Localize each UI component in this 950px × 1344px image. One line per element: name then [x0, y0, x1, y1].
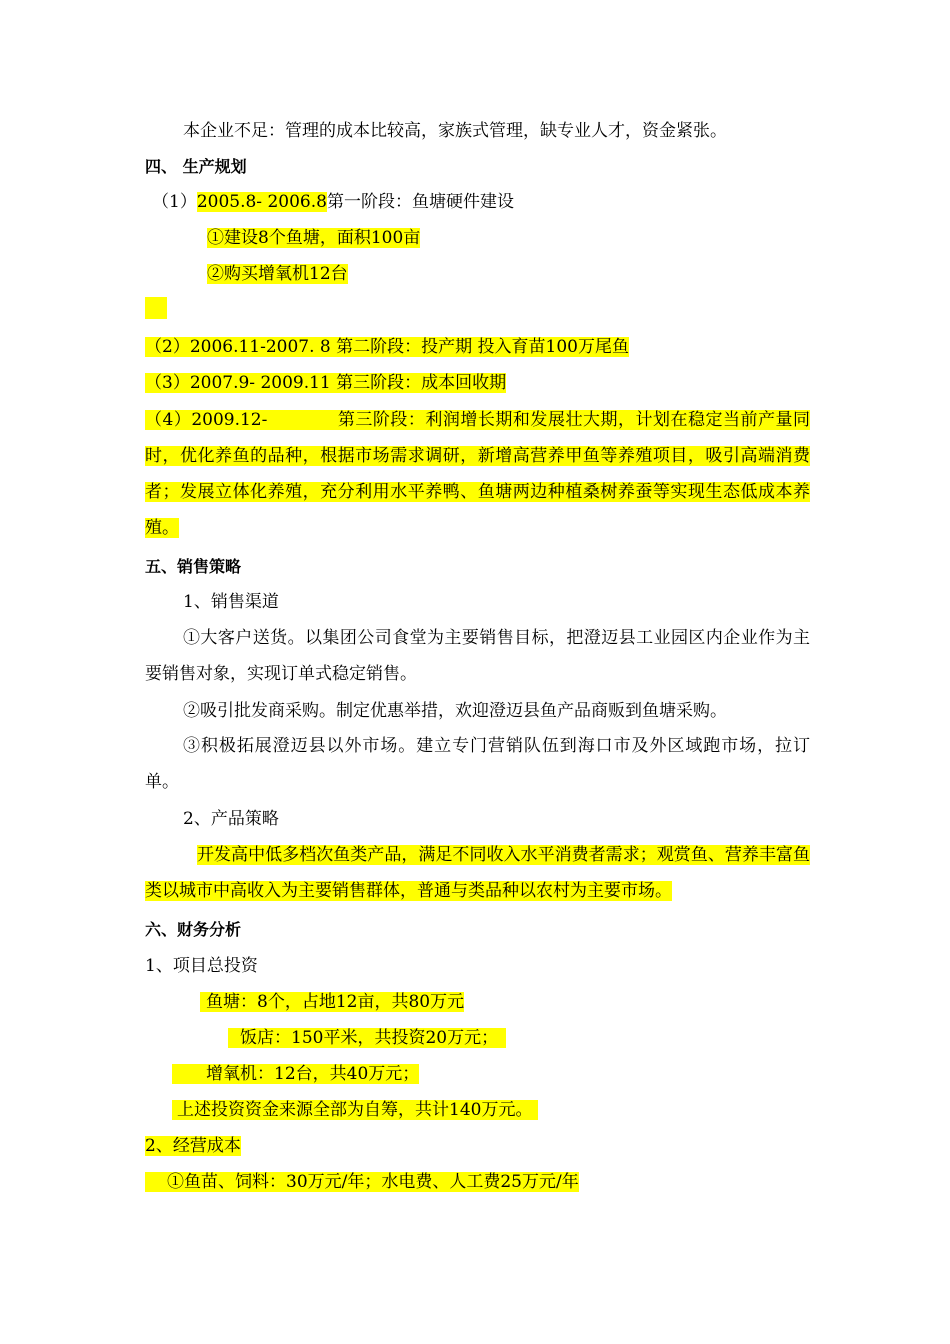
operating-cost-item-1-text: ①鱼苗、饲料：30万元/年；水电费、人工费25万元/年: [145, 1172, 579, 1192]
stage-1-dates: 2005.8- 2006.8: [196, 192, 327, 212]
investment-aerators: [172, 1062, 419, 1086]
section-6-heading: 六、财务分析: [145, 920, 242, 939]
section-4-heading: 四、 生产规划: [145, 157, 247, 176]
operating-cost-item-1: [145, 1170, 579, 1194]
product-heading: 2、产品策略: [183, 809, 279, 829]
stage-2-text: （2）2006.11-2007. 8 第二阶段：投产期 投入育苗100万尾鱼: [145, 337, 630, 357]
operating-cost-heading-text: 2、经营成本: [145, 1136, 241, 1156]
operating-cost-heading: [145, 1134, 241, 1158]
product-text: 开发高中低多档次鱼类产品，满足不同收入水平消费者需求；观赏鱼、营养丰富鱼类以城市中高收入为主要销售群体，普通与类品种以农村为主要市场。: [145, 845, 810, 901]
investment-total: [172, 1098, 538, 1122]
channel-2-line: ②吸引批发商采购。制定优惠举措，欢迎澄迈县鱼产品商贩到鱼塘采购。: [183, 701, 727, 721]
stage-1-prefix: （1）: [152, 192, 197, 212]
investment-aerators-text: 增氧机：12台，共40万元；: [172, 1064, 419, 1084]
stage-4-text: （4）2009.12- 第三阶段：利润增长期和发展壮大期，计划在稳定当前产量同时，优化养鱼的品种，根据市场需求调研，新增高营养甲鱼等养殖项目，吸引高端消费者；发展立体化养殖，充分利用水平养鸭、鱼塘两边种植桑树养蚕等实现生态低成本养殖。: [145, 410, 810, 538]
channel-3-paragraph: ③积极拓展澄迈县以外市场。建立专门营销队伍到海口市及外区域跑市场，拉订单。: [145, 736, 810, 792]
channel-1-paragraph: ①大客户送货。以集团公司食堂为主要销售目标，把澄迈县工业园区内企业作为主要销售对象，实现订单式稳定销售。: [145, 628, 810, 684]
stage-1-label: 第一阶段：鱼塘硬件建设: [326, 192, 514, 212]
stage-1-item-2: [207, 262, 348, 286]
investment-ponds: [200, 990, 464, 1014]
stage-1-item-1-text: ①建设8个鱼塘，面积100亩: [207, 228, 421, 248]
stage-3-text: （3）2007.9- 2009.11 第三阶段：成本回收期: [145, 373, 507, 393]
highlight-mark: [145, 297, 167, 319]
section-5-heading: 五、销售策略: [145, 557, 242, 576]
investment-total-text: 上述投资资金来源全部为自筹，共计140万元。: [172, 1100, 538, 1120]
stage-2-line: [145, 335, 629, 359]
investment-ponds-text: 鱼塘：8个，占地12亩，共80万元: [200, 992, 464, 1012]
stage-1-item-1: [207, 226, 420, 250]
investment-restaurant-text: 饭店：150平米，共投资20万元；: [228, 1028, 506, 1048]
stage-1-line: [152, 190, 514, 214]
investment-restaurant: [228, 1026, 506, 1050]
stage-4-paragraph: [145, 402, 810, 546]
stage-1-item-2-text: ②购买增氧机12台: [207, 264, 348, 284]
product-paragraph: [145, 837, 810, 909]
intro-line: 本企业不足：管理的成本比较高，家族式管理，缺专业人才，资金紧张。: [183, 121, 727, 141]
stage-3-line: [145, 371, 506, 395]
channels-heading: 1、销售渠道: [183, 592, 279, 612]
investment-heading: 1、项目总投资: [145, 956, 258, 976]
